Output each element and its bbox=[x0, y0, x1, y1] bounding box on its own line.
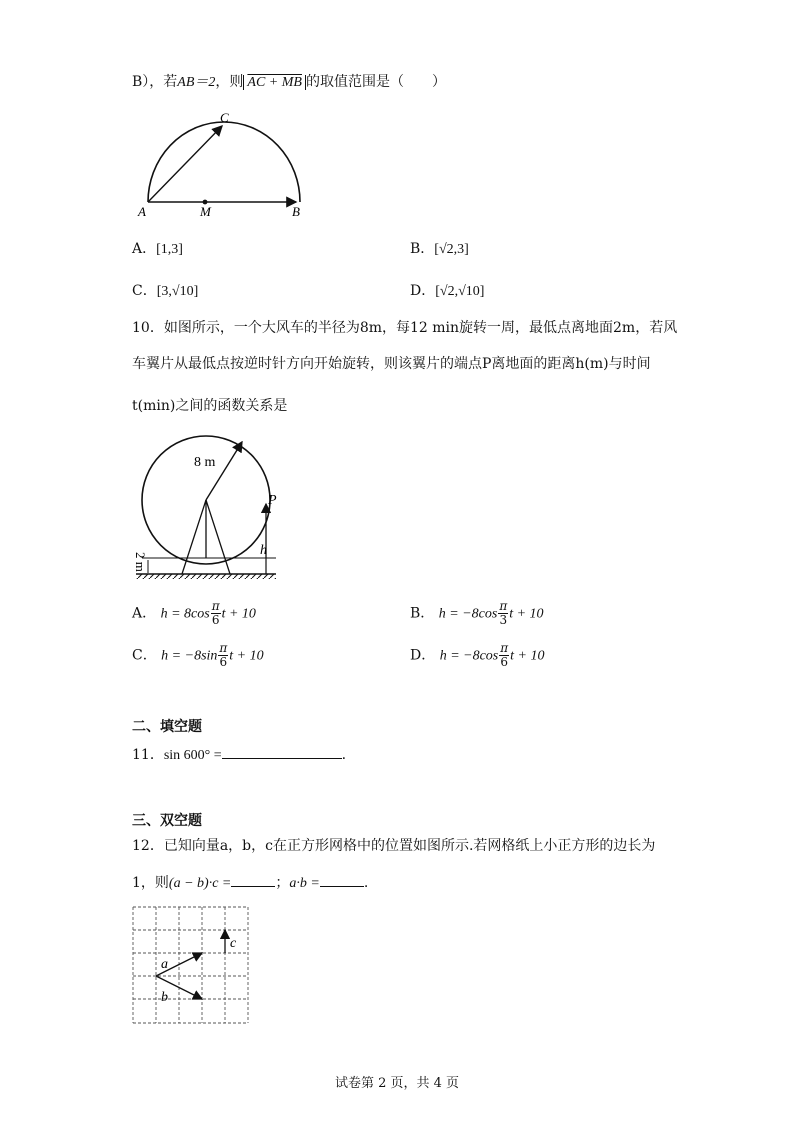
label-b: B bbox=[292, 204, 300, 219]
q9-stem-mid: ，则 bbox=[215, 74, 244, 90]
radius-arrow bbox=[206, 442, 242, 500]
fraction-denominator: 6 bbox=[219, 655, 228, 669]
fraction-numerator: π bbox=[500, 641, 509, 655]
dashed-grid bbox=[133, 907, 248, 1023]
option-lhs: h = −8sin bbox=[161, 648, 218, 664]
q9-option-a[interactable] bbox=[132, 238, 183, 258]
q11-number: 11． bbox=[132, 747, 164, 763]
q10-option-d[interactable] bbox=[410, 642, 544, 669]
q9-option-d[interactable] bbox=[410, 280, 484, 300]
option-fraction bbox=[211, 600, 221, 627]
q9-option-b[interactable] bbox=[410, 238, 469, 258]
option-letter: A． bbox=[132, 605, 157, 622]
option-fraction bbox=[499, 642, 509, 669]
q11-suffix: . bbox=[341, 747, 347, 763]
option-letter: B． bbox=[410, 241, 435, 257]
option-text: [3,√10] bbox=[156, 284, 199, 299]
option-letter: B． bbox=[410, 605, 435, 622]
q12-stem-line1: 12．已知向量a，b，c在正方形网格中的位置如图所示.若网格纸上小正方形的边长为 bbox=[132, 838, 656, 854]
ground-hatch bbox=[136, 574, 276, 579]
q11-expression: sin 600° = bbox=[163, 748, 222, 763]
q10-stem-line2: 车翼片从最低点按逆时针方向开始旋转，则该翼片的端点P离地面的距离h(m)与时间 bbox=[132, 356, 651, 372]
fraction-numerator: π bbox=[219, 641, 228, 655]
label-a: A bbox=[138, 204, 146, 219]
fraction-numerator: π bbox=[211, 599, 220, 613]
q9-vector-expression: AC + MB bbox=[243, 75, 306, 90]
q10-windmill-figure bbox=[132, 428, 292, 584]
q10-option-c[interactable] bbox=[132, 642, 264, 669]
q9-stem-suffix: 的取值范围是（ ） bbox=[305, 74, 446, 90]
label-vec-a: a bbox=[161, 957, 168, 972]
option-letter: C． bbox=[132, 283, 157, 299]
option-rhs: t + 10 bbox=[510, 648, 545, 664]
q12-line2-prefix: 1，则 bbox=[132, 875, 169, 891]
radius-label: 8 m bbox=[194, 455, 216, 470]
q10-option-b[interactable] bbox=[410, 600, 544, 627]
q11-answer-blank[interactable] bbox=[222, 744, 342, 759]
q12-expression-2: a·b = bbox=[289, 876, 320, 891]
q12-vector-grid-figure bbox=[132, 906, 254, 1028]
fraction-denominator: 3 bbox=[499, 613, 508, 627]
label-c: C bbox=[220, 110, 229, 125]
section-3-title: 三、双空题 bbox=[132, 813, 202, 829]
q12-stem-line2 bbox=[132, 872, 368, 894]
option-rhs: t + 10 bbox=[509, 606, 544, 622]
option-text: [√2,3] bbox=[434, 242, 469, 257]
vector-ac bbox=[148, 126, 222, 202]
option-fraction bbox=[498, 600, 508, 627]
q9-option-c[interactable] bbox=[132, 280, 198, 300]
option-text: [√2,√10] bbox=[435, 284, 485, 299]
q12-expression-1: (a − b)·c = bbox=[168, 876, 232, 891]
option-rhs: t + 10 bbox=[229, 648, 264, 664]
q10-stem-line3: t(min)之间的函数关系是 bbox=[132, 398, 288, 414]
option-letter: A． bbox=[132, 241, 157, 257]
option-lhs: h = −8cos bbox=[438, 606, 498, 622]
option-rhs: t + 10 bbox=[221, 606, 256, 622]
q9-stem-prefix: B），若 bbox=[132, 74, 178, 90]
q12-answer-blank-1[interactable] bbox=[231, 872, 275, 887]
q12-separator: ； bbox=[275, 875, 290, 891]
option-lhs: h = 8cos bbox=[160, 606, 210, 622]
option-lhs: h = −8cos bbox=[439, 648, 499, 664]
q9-stem-condition: AB＝2 bbox=[177, 75, 216, 90]
option-text: [1,3] bbox=[156, 242, 183, 257]
fraction-numerator: π bbox=[499, 599, 508, 613]
q10-option-a[interactable] bbox=[132, 600, 256, 627]
label-vec-c: c bbox=[230, 936, 237, 951]
option-letter: D． bbox=[410, 647, 436, 664]
q12-answer-blank-2[interactable] bbox=[320, 872, 364, 887]
fraction-denominator: 6 bbox=[211, 613, 220, 627]
fraction-denominator: 6 bbox=[500, 655, 509, 669]
p-label: P bbox=[268, 493, 277, 508]
q9-semicircle-figure bbox=[130, 108, 320, 220]
page-footer: 试卷第 2 页，共 4 页 bbox=[334, 1076, 460, 1091]
q12-end: . bbox=[363, 875, 369, 891]
label-vec-b: b bbox=[161, 990, 168, 1005]
q11 bbox=[132, 744, 346, 766]
section-2-title: 二、填空题 bbox=[132, 719, 202, 735]
label-m: M bbox=[200, 204, 211, 219]
semicircle-arc bbox=[148, 122, 300, 202]
option-letter: D． bbox=[410, 283, 436, 299]
q10-stem-line1: 10．如图所示，一个大风车的半径为8m，每12 min旋转一周，最低点离地面2m，若风 bbox=[132, 320, 678, 336]
ground-gap-label: 2 m bbox=[133, 552, 148, 572]
option-fraction bbox=[218, 642, 228, 669]
q9-stem bbox=[132, 72, 446, 93]
option-letter: C． bbox=[132, 647, 157, 664]
h-label: h bbox=[260, 543, 267, 558]
